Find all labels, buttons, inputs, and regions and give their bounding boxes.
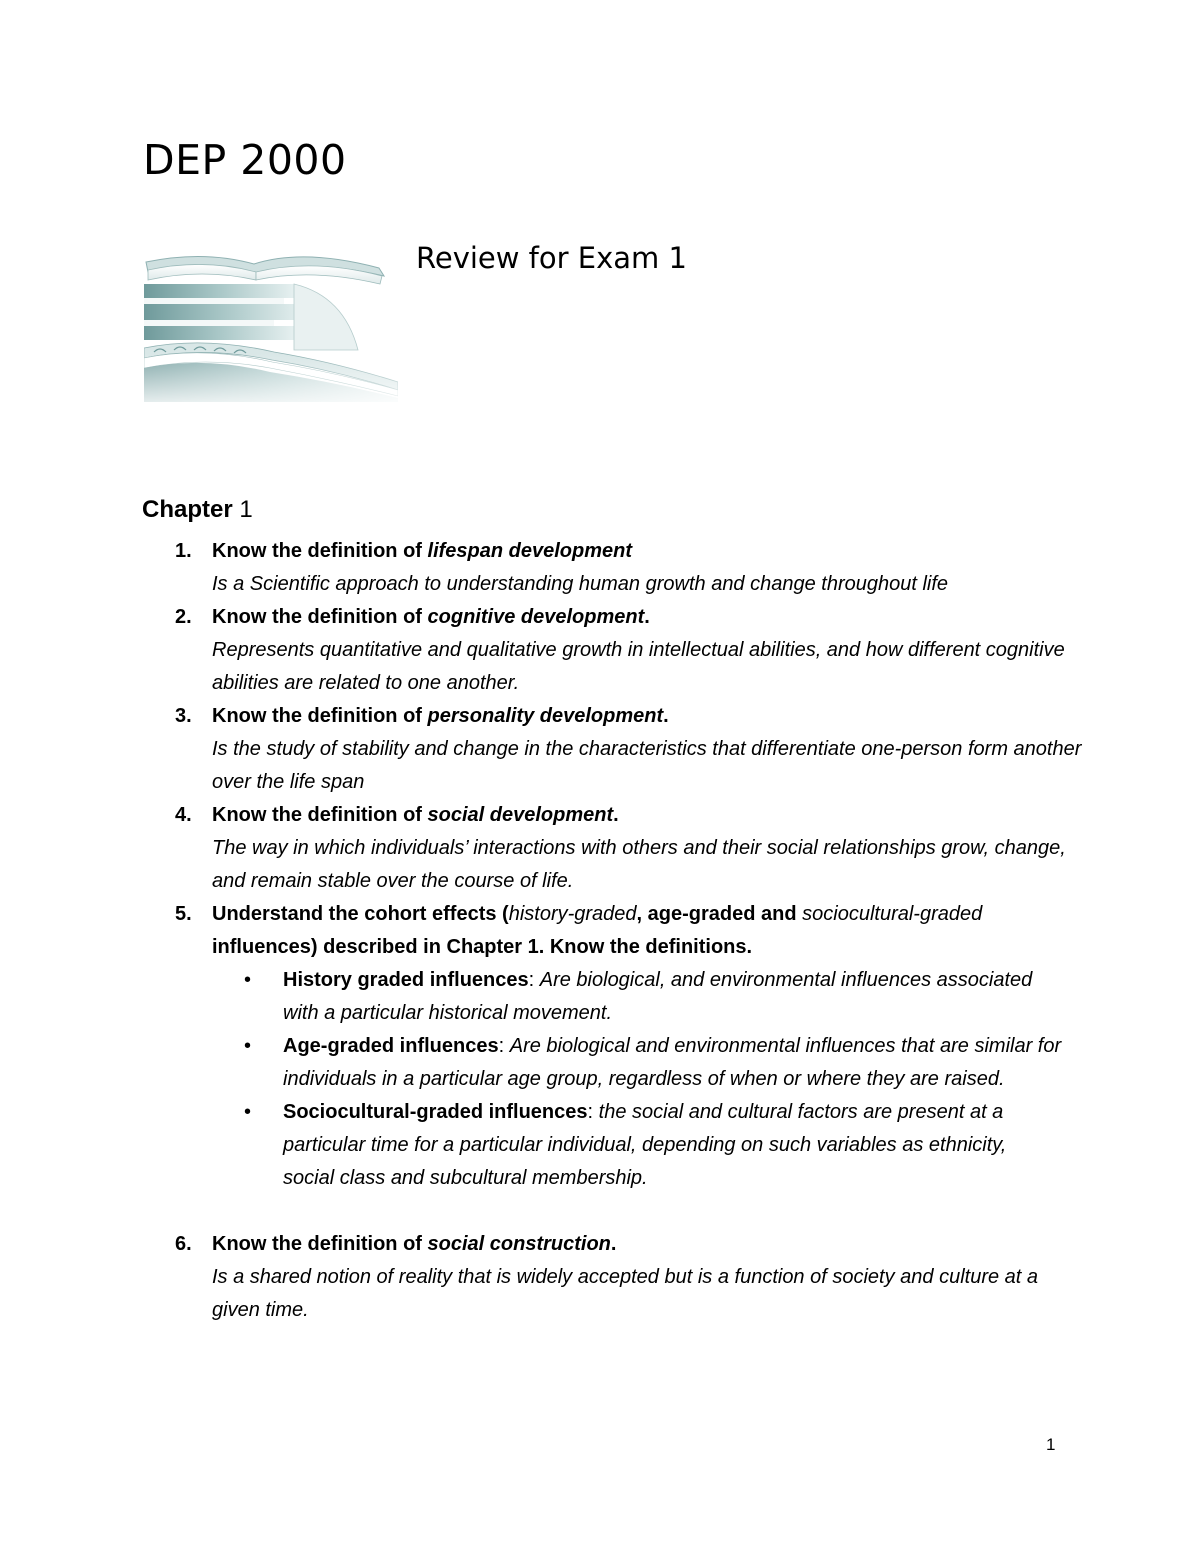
question-prompt: Know the definition of	[212, 540, 428, 562]
question-term-suffix: .	[644, 606, 650, 628]
question-number: 4.	[175, 804, 192, 826]
influence-bullet	[212, 1030, 1063, 1096]
question-term: history-graded	[508, 903, 637, 925]
chapter-heading	[142, 497, 253, 523]
question-answer: Is a Scientific approach to understanding human growth and change throughout life	[212, 573, 949, 595]
question-item	[0, 601, 1082, 700]
question-prompt-continued: , age-graded and	[636, 903, 803, 925]
document-subtitle: Review for Exam 1	[416, 241, 687, 275]
question-item	[0, 1228, 1082, 1327]
question-prompt: Know the definition of	[212, 705, 428, 727]
question-answer: Is the study of stability and change in the characteristics that differentiate one-person form another over the life span	[212, 738, 1082, 793]
question-number: 1.	[175, 540, 192, 562]
question-prompt: Know the definition of	[212, 1233, 428, 1255]
question-prompt-end: influences) described in Chapter 1. Know the definitions.	[212, 936, 753, 958]
bullet-separator: :	[587, 1101, 599, 1123]
question-answer: Is a shared notion of reality that is widely accepted but is a function of society and culture at a given time.	[212, 1266, 1039, 1321]
bullet-dot-icon: •	[244, 969, 252, 991]
question-term-suffix: .	[663, 705, 669, 727]
influence-bullet	[212, 1096, 1063, 1195]
bullet-label: Sociocultural-graded influences	[283, 1101, 588, 1123]
stacked-books-image	[144, 240, 398, 402]
question-item	[0, 799, 1082, 898]
question-item	[0, 700, 1082, 799]
chapter-heading-label: Chapter	[142, 496, 233, 523]
question-term: personality development	[427, 705, 664, 727]
question-term: social construction	[427, 1233, 611, 1255]
bullet-definition: Are biological and environmental influences that are similar for individuals in a particular age group, regardless of when or where they are raised.	[283, 1035, 1062, 1090]
chapter-heading-number: 1	[232, 496, 253, 523]
question-prompt: Know the definition of	[212, 804, 428, 826]
review-question-list	[0, 535, 1200, 1327]
question-term-suffix: .	[613, 804, 619, 826]
question-term: lifespan development	[427, 540, 633, 562]
bullet-definition: Are biological, and environmental influences associated with a particular historical movement.	[283, 969, 1033, 1024]
bullet-definition: the social and cultural factors are present at a particular time for a particular individual, depending on such variables as ethnicity, social class and subcultural membership.	[283, 1101, 1007, 1189]
question-term-suffix: .	[610, 1233, 617, 1255]
question-term: cognitive development	[427, 606, 645, 628]
question-number: 6.	[175, 1233, 192, 1255]
question-item	[0, 535, 1082, 601]
question-item	[0, 898, 1082, 1195]
influence-bullet	[212, 964, 1063, 1030]
question-number: 5.	[175, 903, 192, 925]
bullet-label: Age-graded influences	[283, 1035, 499, 1057]
question-term: social development	[427, 804, 614, 826]
bullet-separator: :	[498, 1035, 510, 1057]
question-number: 2.	[175, 606, 192, 628]
course-title: DEP 2000	[143, 136, 347, 184]
question-number: 3.	[175, 705, 192, 727]
bullet-dot-icon: •	[244, 1035, 252, 1057]
question-answer: Represents quantitative and qualitative growth in intellectual abilities, and how different cognitive abilities are related to one another.	[212, 639, 1065, 694]
influence-bullet-list	[212, 964, 1082, 1195]
question-prompt: Understand the cohort effects (	[212, 903, 509, 925]
question-answer: The way in which individuals’ interactions with others and their social relationships grow, change, and remain stable over the course of life.	[212, 837, 1066, 892]
bullet-label: History graded influences	[283, 969, 529, 991]
question-prompt: Know the definition of	[212, 606, 428, 628]
page-number: 1	[1046, 1435, 1056, 1454]
question-term: sociocultural-graded	[802, 903, 983, 925]
bullet-separator: :	[528, 969, 540, 991]
bullet-dot-icon: •	[244, 1101, 252, 1123]
